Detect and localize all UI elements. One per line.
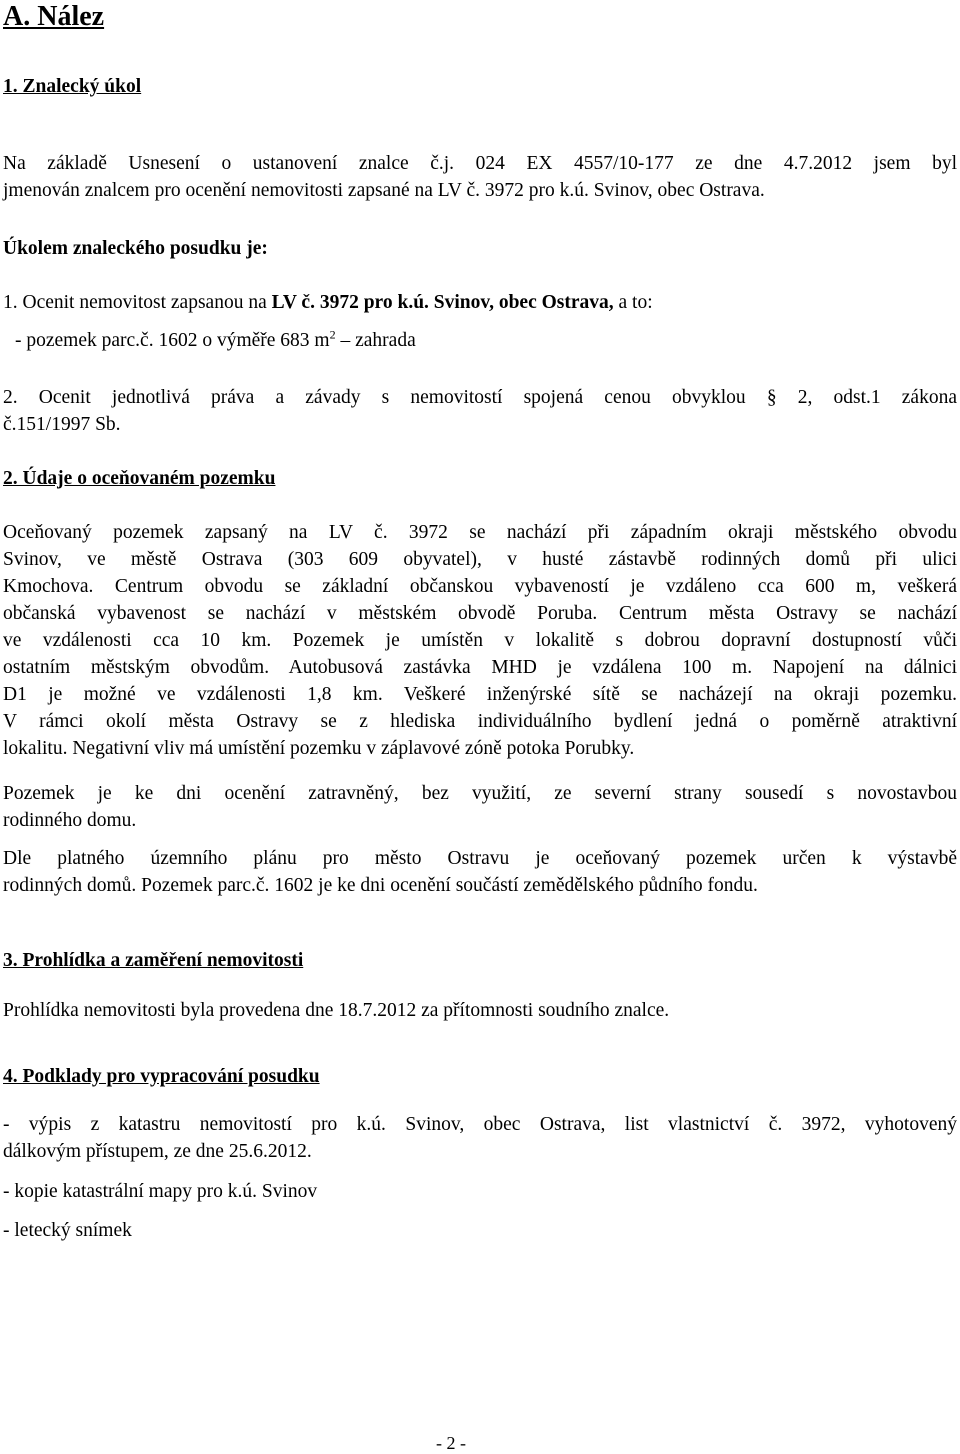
main-heading: A. Nález xyxy=(3,1,105,32)
section-4-item-2: - kopie katastrální mapy pro k.ú. Svinov xyxy=(3,1181,318,1202)
section-1-paragraph xyxy=(3,150,957,204)
task-label: Úkolem znaleckého posudku je: xyxy=(3,238,268,259)
paragraph-line: lokalitu. Negativní vliv má umístění pozemku v záplavové zóně potoka Porubky. xyxy=(3,738,635,759)
section-4-item-3: - letecký snímek xyxy=(3,1220,132,1241)
task-2 xyxy=(3,384,957,438)
task-2-line: č.151/1997 Sb. xyxy=(3,414,121,435)
list-item-line: - výpis z katastru nemovitostí pro k.ú. Svinov, obec Ostrava, list vlastnictví č. 3972, vyhotovený xyxy=(3,1114,957,1135)
paragraph-line: Na základě Usnesení o ustanovení znalce č.j. 024 EX 4557/10-177 ze dne 4.7.2012 jsem byl xyxy=(3,153,957,174)
paragraph-line: rodinného domu. xyxy=(3,810,137,831)
paragraph-line: občanská vybavenost se nachází v městském obvodě Poruba. Centrum města Ostravy se nachází xyxy=(3,603,957,624)
section-2-paragraph-3 xyxy=(3,845,957,899)
task-1-item xyxy=(15,327,416,352)
item-superscript: 2 xyxy=(329,327,336,342)
paragraph-line: Svinov, ve městě Ostrava (303 609 obyvatel), v husté zástavbě rodinných domů při ulici xyxy=(3,549,957,570)
list-item-line: dálkovým přístupem, ze dne 25.6.2012. xyxy=(3,1141,312,1162)
item-suffix: – zahrada xyxy=(335,330,416,351)
paragraph-line: Pozemek je ke dni ocenění zatravněný, bez využití, ze severní strany sousedí s novostavbou xyxy=(3,783,957,804)
paragraph-line: Kmochova. Centrum obvodu se základní občanskou vybaveností je vzdáleno cca 600 m, veškerá xyxy=(3,576,957,597)
task-1 xyxy=(3,292,653,314)
section-3-text: Prohlídka nemovitosti byla provedena dne 18.7.2012 za přítomnosti soudního znalce. xyxy=(3,1000,670,1021)
section-1-title: 1. Znalecký úkol xyxy=(3,76,142,97)
section-2-paragraph-1 xyxy=(3,519,957,762)
section-2-title: 2. Údaje o oceňovaném pozemku xyxy=(3,468,276,489)
task-1-suffix: a to: xyxy=(613,292,653,313)
item-prefix: - pozemek parc.č. 1602 o výměře 683 m xyxy=(15,330,330,351)
page-number: - 2 - xyxy=(436,1433,466,1453)
paragraph-line: Dle platného územního plánu pro město Ostravu je oceňovaný pozemek určen k výstavbě xyxy=(3,848,957,869)
section-2-paragraph-2 xyxy=(3,780,957,834)
task-1-prefix: 1. Ocenit nemovitost zapsanou na xyxy=(3,292,272,313)
task-2-line: 2. Ocenit jednotlivá práva a závady s nemovitostí spojená cenou obvyklou § 2, odst.1 zákona xyxy=(3,387,957,408)
paragraph-line: Oceňovaný pozemek zapsaný na LV č. 3972 se nachází při západním okraji městského obvodu xyxy=(3,522,957,543)
paragraph-line: rodinných domů. Pozemek parc.č. 1602 je ke dni ocenění součástí zemědělského půdního fondu. xyxy=(3,875,758,896)
paragraph-line: D1 je možné ve vzdálenosti 1,8 km. Veškeré inženýrské sítě se nacházejí na okraji pozemku. xyxy=(3,684,957,705)
section-3-title: 3. Prohlídka a zaměření nemovitosti xyxy=(3,950,304,971)
paragraph-line: ve vzdálenosti cca 10 km. Pozemek je umístěn v lokalitě s dobrou dopravní dostupností vůči xyxy=(3,630,957,651)
section-4-item-1 xyxy=(3,1111,957,1165)
paragraph-line: V rámci okolí města Ostravy se z hlediska individuálního bydlení jedná o poměrně atraktivní xyxy=(3,711,957,732)
task-1-bold: LV č. 3972 pro k.ú. Svinov, obec Ostrava, xyxy=(271,292,614,313)
paragraph-line: ostatním městským obvodům. Autobusová zastávka MHD je vzdálena 100 m. Napojení na dálnici xyxy=(3,657,957,678)
section-4-title: 4. Podklady pro vypracování posudku xyxy=(3,1066,320,1087)
paragraph-line: jmenován znalcem pro ocenění nemovitosti zapsané na LV č. 3972 pro k.ú. Svinov, obec Ostrava. xyxy=(3,180,765,201)
